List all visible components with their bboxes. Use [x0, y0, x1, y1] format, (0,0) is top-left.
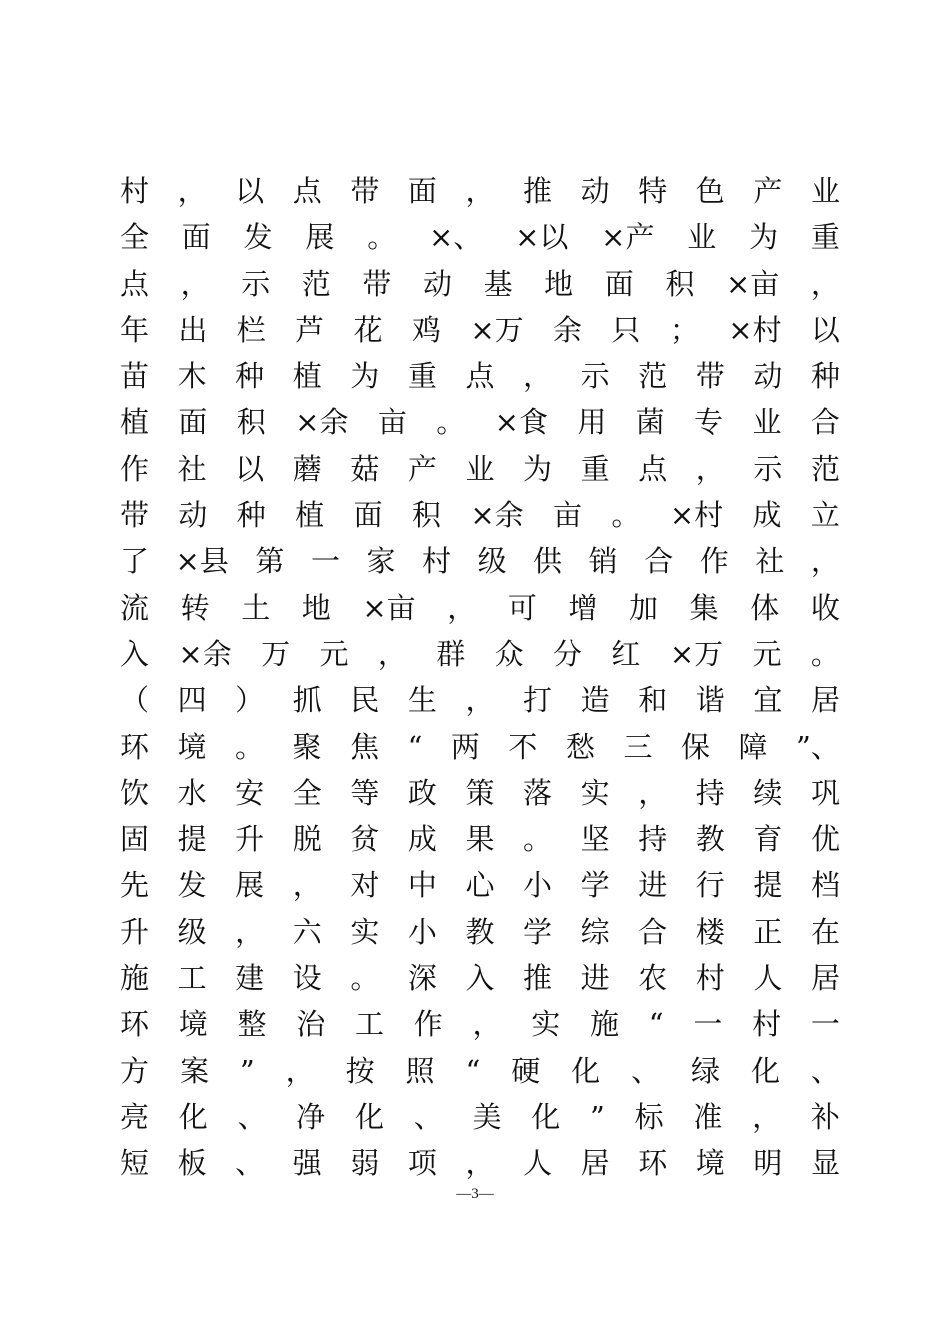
- text-line: 短 板 、 强 弱 项 ， 人 居 环 境 明 显: [120, 1146, 840, 1181]
- body-text: [120, 168, 840, 1187]
- text-line: 环 境 整 治 工 作 ， 实 施 “ 一 村 一: [120, 1007, 840, 1042]
- text-line: 带 动 种 植 面 积 ×余 亩 。 ×村 成 立: [120, 498, 840, 533]
- text-line: 作 社 以 蘑 菇 产 业 为 重 点 ， 示 范: [120, 451, 840, 486]
- text-line: 苗 木 种 植 为 重 点 ， 示 范 带 动 种: [120, 359, 840, 394]
- text-line: 入 ×余 万 元 ， 群 众 分 红 ×万 元 。: [120, 636, 840, 671]
- text-line: 村 ， 以 点 带 面 ， 推 动 特 色 产 业: [120, 174, 840, 208]
- text-line: 植 面 积 ×余 亩 。 ×食 用 菌 专 业 合: [120, 405, 840, 440]
- text-line: 环 境 。 聚 焦 “ 两 不 愁 三 保 障 ”、: [120, 729, 840, 764]
- text-line: 流 转 土 地 ×亩 ， 可 增 加 集 体 收: [120, 590, 840, 625]
- text-line: 全 面 发 展 。 ×、 ×以 ×产 业 为 重: [120, 220, 840, 255]
- text-line: 饮 水 安 全 等 政 策 落 实 ， 持 续 巩: [120, 775, 840, 810]
- text-line: 年 出 栏 芦 花 鸡 ×万 余 只 ； ×村 以: [120, 312, 840, 347]
- text-line: 亮 化 、 净 化 、 美 化 ” 标 准 ， 补: [120, 1099, 840, 1134]
- page-number: —3—: [456, 1186, 494, 1202]
- text-line: 方 案 ” ， 按 照 “ 硬 化 、 绿 化 、: [120, 1053, 840, 1088]
- text-line: （ 四 ） 抓 民 生 ， 打 造 和 谐 宜 居: [120, 683, 840, 718]
- text-line: 先 发 展 ， 对 中 心 小 学 进 行 提 档: [120, 868, 840, 903]
- text-line: 升 级 ， 六 实 小 教 学 综 合 楼 正 在: [120, 914, 840, 949]
- text-line: 点 ， 示 范 带 动 基 地 面 积 ×亩 ，: [120, 266, 840, 301]
- text-line: 了 ×县 第 一 家 村 级 供 销 合 作 社 ，: [120, 544, 840, 579]
- text-line: 固 提 升 脱 贫 成 果 。 坚 持 教 育 优: [120, 822, 840, 857]
- text-line: 施 工 建 设 。 深 入 推 进 农 村 人 居: [120, 961, 840, 996]
